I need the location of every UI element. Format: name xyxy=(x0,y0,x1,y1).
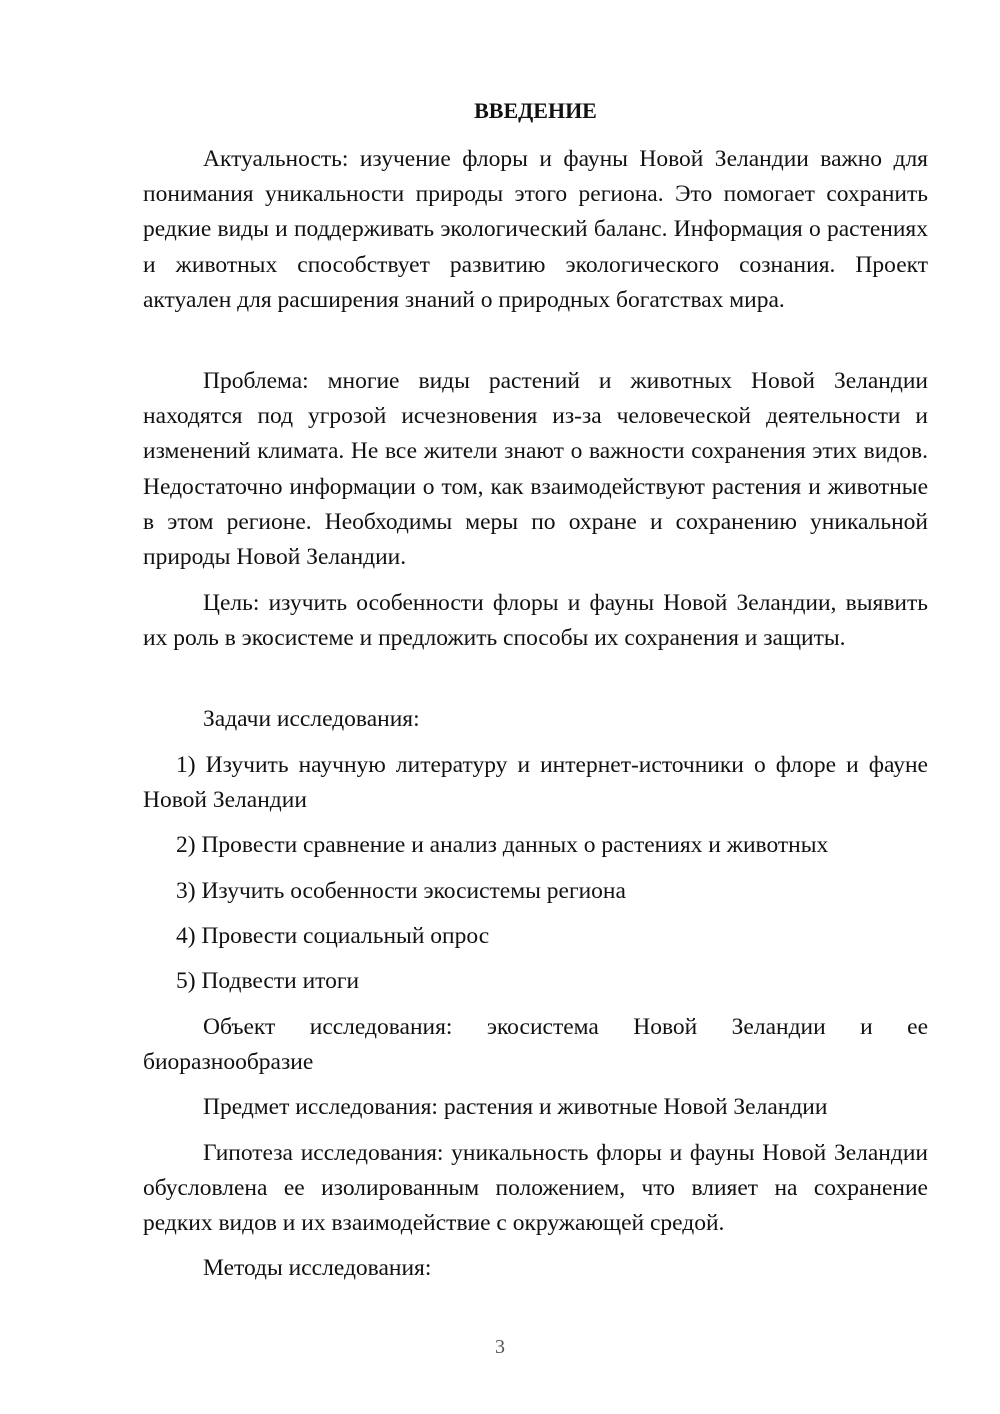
task-item-2: 2) Провести сравнение и анализ данных о растениях и животных xyxy=(176,832,829,858)
relevance-paragraph: Актуальность: изучение флоры и фауны Новой Зеландии важно для понимания уникальности природы этого региона. Это помогает сохранить редкие виды и поддерживать экологический баланс. Информация о растениях и животных способствует развитию экологического сознания. Проект актуален для расширения знаний о природных богатствах мира. xyxy=(143,146,928,313)
goal-paragraph: Цель: изучить особенности флоры и фауны Новой Зеландии, выявить их роль в экосистеме и предложить способы их сохранения и защиты. xyxy=(143,590,928,652)
object-paragraph: Объект исследования: экосистема Новой Зеландии и ее биоразнообразие xyxy=(143,1014,928,1076)
tasks-heading: Задачи исследования: xyxy=(203,706,420,732)
task-item-3: 3) Изучить особенности экосистемы региона xyxy=(176,878,626,904)
task-item-1: 1) Изучить научную литературу и интернет-источники о флоре и фауне Новой Зеландии xyxy=(143,752,928,814)
task-item-4: 4) Провести социальный опрос xyxy=(176,923,490,949)
subject-paragraph: Предмет исследования: растения и животные Новой Зеландии xyxy=(203,1094,828,1120)
methods-heading: Методы исследования: xyxy=(203,1255,432,1281)
section-title: ВВЕДЕНИЕ xyxy=(474,98,597,123)
task-item-5: 5) Подвести итоги xyxy=(176,968,360,994)
hypothesis-paragraph: Гипотеза исследования: уникальность флоры и фауны Новой Зеландии обусловлена ее изолированным положением, что влияет на сохранение редких видов и их взаимодействие с окружающей средой. xyxy=(143,1140,928,1237)
problem-paragraph: Проблема: многие виды растений и животных Новой Зеландии находятся под угрозой исчезновения из-за человеческой деятельности и изменений климата. Не все жители знают о важности сохранения этих видов. Недостаточно информации о том, как взаимодействуют растения и животные в этом регионе. Необходимы меры по охране и сохранению уникальной природы Новой Зеландии. xyxy=(143,368,928,571)
page-number: 3 xyxy=(495,1336,505,1358)
